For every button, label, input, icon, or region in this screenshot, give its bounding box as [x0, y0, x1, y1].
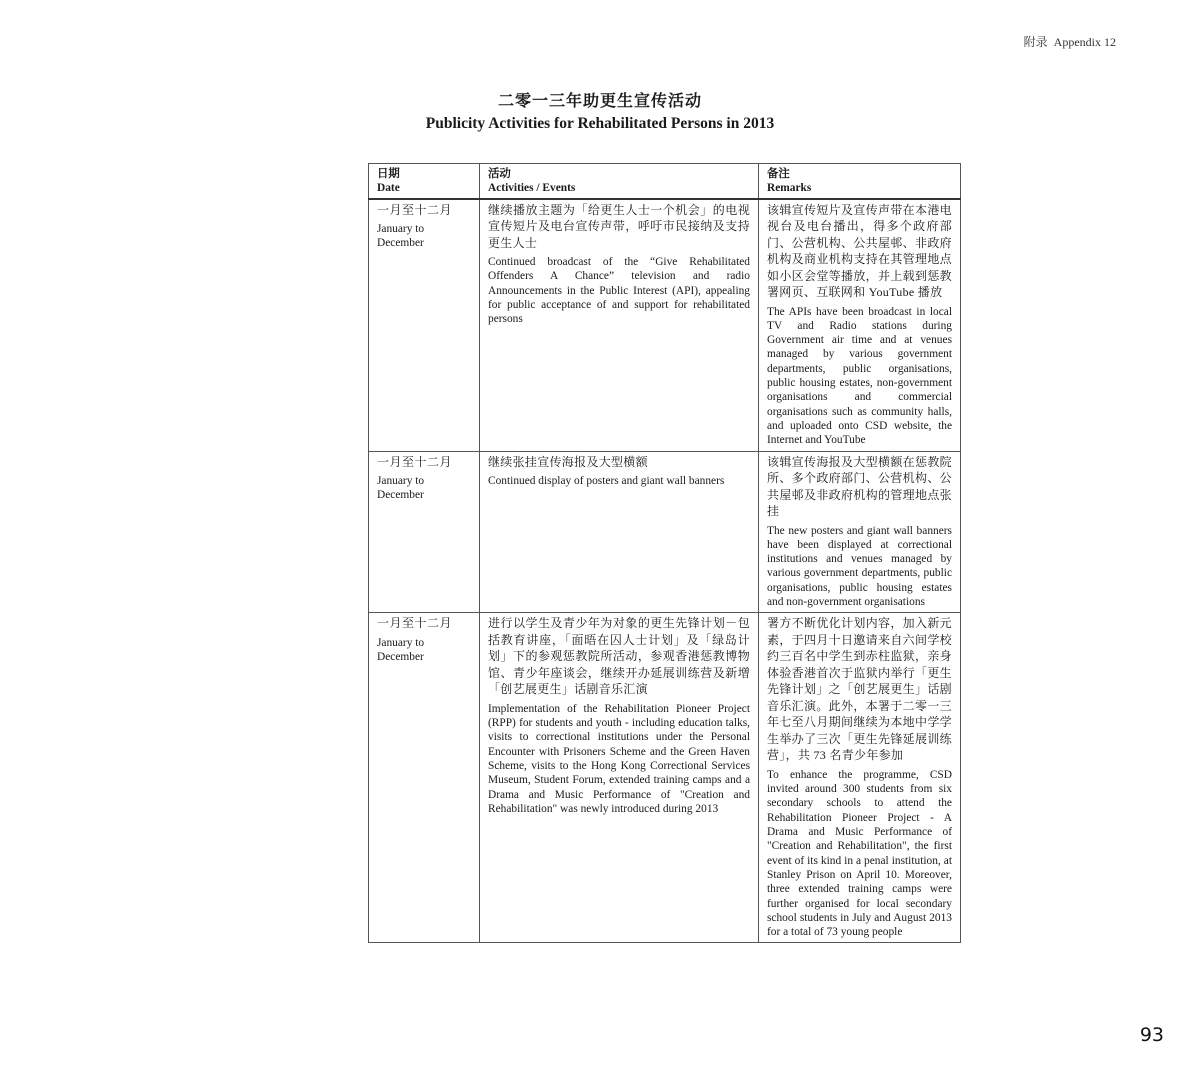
- date-en: January to December: [377, 223, 425, 250]
- header-activities-zh: 活动: [488, 168, 511, 180]
- date-zh: 一月至十二月: [377, 454, 453, 469]
- remarks-cell: [759, 613, 961, 943]
- page-title-en: Publicity Activities for Rehabilitated Persons in 2013: [425, 115, 775, 132]
- table-row: [369, 451, 961, 613]
- date-cell: [369, 451, 480, 613]
- header-remarks: [759, 164, 961, 199]
- table-row: [369, 613, 961, 943]
- activity-cell: [480, 199, 759, 451]
- date-en: January to December: [377, 475, 425, 502]
- date-zh: 一月至十二月: [377, 202, 453, 217]
- remarks-zh: 该辑宣传海报及大型横额在惩教院所、多个政府部门、公营机构、公共屋邨及非政府机构的管理地点张挂: [767, 454, 952, 519]
- header-date-en: Date: [377, 182, 400, 195]
- remarks-cell: [759, 199, 961, 451]
- page-title-zh: 二零一三年助更生宣传活动: [497, 93, 702, 110]
- appendix-label-en: Appendix 12: [1053, 35, 1116, 49]
- remarks-en: The APIs have been broadcast in local TV and Radio stations during Government air time and at venues managed by various government departments, public organisations, public housing estates, non-government organisations and commercial organisations such as community halls, and uploaded onto CSD website, the Internet and YouTube: [767, 305, 952, 447]
- header-remarks-en: Remarks: [767, 182, 812, 195]
- header-date-zh: 日期: [377, 168, 400, 180]
- appendix-header: [1024, 33, 1116, 50]
- date-en: January to December: [377, 636, 425, 664]
- date-zh: 一月至十二月: [377, 616, 453, 631]
- activities-table: [368, 163, 961, 943]
- header-date: [369, 164, 480, 199]
- page-number: 93: [1139, 1024, 1164, 1046]
- header-remarks-zh: 备注: [767, 168, 790, 180]
- page-title: [0, 88, 1200, 133]
- remarks-en: The new posters and giant wall banners have been displayed at correctional institutions and venues managed by various government departments, public organisations, public housing estates and non-government organisations: [767, 524, 952, 609]
- remarks-en: To enhance the programme, CSD invited around 300 students from six secondary schools to attend the Rehabilitation Pioneer Project - A Drama and Music Performance of "Creation and Rehabilitation", the first event of its kind in a penal institution, at Stanley Prison on April 10. Moreover, three extended training camps were further organised for local secondary school students in July and August 2013 for a total of 73 young people: [767, 768, 952, 939]
- activity-cell: [480, 613, 759, 943]
- date-cell: [369, 613, 480, 943]
- activity-zh: 进行以学生及青少年为对象的更生先锋计划－包括教育讲座，「面晤在囚人士计划」及「绿岛计划」下的参观惩教院所活动，参观香港惩教博物馆、青少年座谈会，继续开办延展训练营及新增「创艺展更生」话剧音乐汇演: [488, 616, 750, 697]
- activity-zh: 继续张挂宣传海报及大型横额: [488, 454, 648, 469]
- remarks-cell: [759, 451, 961, 613]
- remarks-zh: 署方不断优化计划内容，加入新元素，于四月十日邀请来自六间学校约三百名中学生到赤柱监狱，亲身体验香港首次于监狱内举行「更生先锋计划」之「创艺展更生」话剧音乐汇演。此外，本署于二零一三年七至八月期间继续为本地中学学生举办了三次「更生先锋延展训练营」，共 73 名青少年参加: [767, 616, 952, 763]
- date-cell: [369, 199, 480, 451]
- activity-en: Implementation of the Rehabilitation Pioneer Project (RPP) for students and youth - including education talks, visits to correctional institutions under the Personal Encounter with Prisoners Scheme and the Green Haven Scheme, visits to the Hong Kong Correctional Services Museum, Student Forum, extended training camps and a Drama and Music Performance of "Creation and Rehabilitation" was newly introduced during 2013: [488, 702, 750, 815]
- activity-cell: [480, 451, 759, 613]
- remarks-zh: 该辑宣传短片及宣传声带在本港电视台及电台播出，得多个政府部门、公营机构、公共屋邨、非政府机构及商业机构支持在其管理地点如小区会堂等播放，并上载到惩教署网页、互联网和 YouTube 播放: [767, 202, 952, 300]
- activity-zh: 继续播放主题为「给更生人士一个机会」的电视宣传短片及电台宣传声带，呼吁市民接纳及支持更生人士: [488, 202, 750, 250]
- activity-en: Continued broadcast of the “Give Rehabilitated Offenders A Chance” television and radio Announcements in the Public Interest (API), appealing for public acceptance of and support for rehabilitated persons: [488, 256, 750, 326]
- activity-en: Continued display of posters and giant wall banners: [488, 475, 725, 488]
- header-activities-en: Activities / Events: [488, 182, 576, 195]
- header-activities: [480, 164, 759, 199]
- appendix-label-zh: 附录: [1023, 35, 1048, 49]
- table-row: [369, 199, 961, 451]
- table-header-row: [369, 164, 961, 199]
